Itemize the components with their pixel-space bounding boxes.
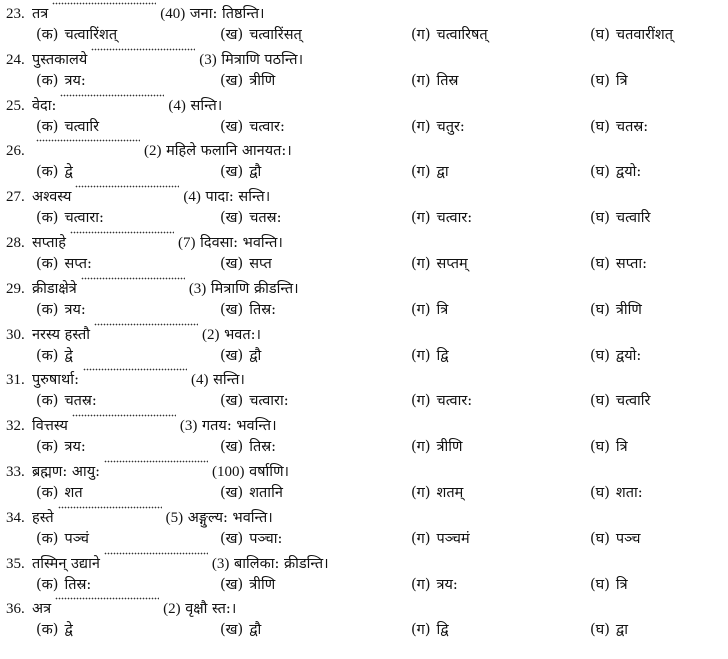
option-text: त्रि — [436, 301, 449, 318]
option-kha — [220, 116, 285, 138]
numeral-hint: (3) — [199, 51, 217, 68]
question-suffix: भवत:। — [224, 326, 262, 343]
question-line — [6, 460, 289, 482]
option-text: चत्वार: — [249, 118, 285, 135]
option-label: (ग) — [411, 118, 431, 135]
option-label: (घ) — [590, 530, 610, 547]
option-label: (ग) — [411, 164, 431, 181]
question-suffix: अङ्गुल्य: भवन्ति। — [187, 509, 273, 526]
options-row — [0, 161, 728, 183]
option-text: द्वि — [436, 347, 449, 364]
option-label: (घ) — [590, 484, 610, 501]
question-suffix: मित्राणि क्रीडन्ति। — [210, 280, 299, 297]
option-text: त्रय: — [64, 301, 86, 318]
option-text: पञ्चा: — [249, 530, 283, 547]
option-text: सप्ता: — [615, 255, 648, 272]
question-prefix: पुरुषार्था: — [32, 372, 79, 389]
option-gha — [590, 70, 628, 92]
option-gha — [590, 116, 648, 138]
option-kha — [220, 70, 275, 92]
option-label: (घ) — [590, 393, 610, 410]
option-ka — [36, 299, 86, 321]
option-text: चत्वारा: — [249, 393, 289, 410]
question-suffix: मित्राणि पठन्ति। — [221, 51, 304, 68]
option-label: (ख) — [220, 393, 244, 410]
option-label: (क) — [36, 622, 59, 639]
option-ga — [411, 70, 458, 92]
question-suffix: महिले फलानि आनयत:। — [166, 143, 292, 160]
option-label: (क) — [36, 164, 59, 181]
option-text: चतवारींशत् — [615, 27, 673, 43]
option-label: (ग) — [411, 530, 431, 547]
option-text: चत्वारिषत् — [436, 27, 488, 43]
option-label: (ग) — [411, 72, 431, 89]
question-number: 30. — [6, 326, 25, 343]
question-line — [6, 368, 245, 390]
option-text: पञ्च — [615, 530, 641, 547]
option-text: त्रीणि — [249, 576, 276, 593]
question-item — [0, 92, 728, 138]
numeral-hint: (2) — [163, 601, 181, 618]
option-label: (ग) — [411, 347, 431, 364]
question-suffix: सन्ति। — [190, 97, 223, 114]
question-prefix: क्रीडाक्षेत्रे — [32, 280, 77, 297]
options-row — [0, 390, 728, 412]
option-ka — [36, 619, 73, 641]
option-label: (ख) — [220, 164, 244, 181]
question-suffix: वर्षाणि। — [249, 463, 290, 480]
question-prefix: हस्ते — [32, 509, 54, 526]
options-row — [0, 70, 728, 92]
question-line — [6, 506, 273, 528]
option-gha — [590, 345, 641, 367]
question-line — [6, 597, 236, 619]
option-kha — [220, 619, 261, 641]
option-label: (घ) — [590, 118, 610, 135]
option-text: त्रीणि — [615, 301, 642, 318]
fill-in-blank — [52, 2, 156, 12]
question-item — [0, 458, 728, 504]
question-item — [0, 0, 728, 46]
option-label: (क) — [36, 530, 59, 547]
question-line — [6, 552, 329, 574]
option-label: (घ) — [590, 164, 610, 181]
option-text: चत्वार: — [436, 393, 473, 410]
option-ga — [411, 253, 468, 275]
option-text: तिस्र — [436, 72, 459, 89]
option-text: सप्त — [249, 255, 272, 272]
option-label: (क) — [36, 27, 59, 43]
option-label: (क) — [36, 301, 59, 318]
numeral-hint: (3) — [188, 280, 207, 297]
option-label: (घ) — [590, 622, 610, 639]
question-item — [0, 412, 728, 458]
option-text: चत्वारिंसत् — [249, 27, 302, 43]
option-label: (ख) — [220, 27, 244, 43]
option-gha — [590, 253, 647, 275]
question-number: 29. — [6, 280, 25, 297]
option-gha — [590, 207, 650, 229]
option-ka — [36, 207, 104, 229]
option-label: (ख) — [220, 484, 244, 501]
option-label: (ख) — [220, 210, 244, 227]
question-line — [6, 48, 303, 70]
options-row — [0, 207, 728, 229]
question-item — [0, 275, 728, 321]
options-row — [0, 482, 728, 504]
options-row — [0, 574, 728, 596]
question-line — [6, 231, 283, 253]
option-ka — [36, 253, 92, 275]
option-text: द्वा — [615, 622, 628, 639]
option-kha — [220, 253, 272, 275]
options-row — [0, 253, 728, 275]
option-text: त्रय: — [64, 439, 86, 456]
question-prefix: वेदा: — [32, 97, 57, 114]
option-label: (ख) — [220, 576, 244, 593]
option-kha — [220, 482, 283, 504]
option-text: त्रीणि — [249, 72, 276, 89]
question-item — [0, 595, 728, 641]
question-prefix: अत्र — [32, 601, 52, 618]
fill-in-blank — [104, 460, 208, 470]
option-text: त्रि — [615, 72, 628, 89]
option-kha — [220, 345, 261, 367]
question-item — [0, 321, 728, 367]
option-label: (ग) — [411, 210, 431, 227]
question-number: 24. — [6, 51, 25, 68]
fill-in-blank — [81, 277, 185, 287]
numeral-hint: (4) — [190, 372, 209, 389]
question-prefix: वित्तस्य — [32, 418, 68, 435]
question-item — [0, 366, 728, 412]
question-number: 31. — [6, 372, 25, 389]
question-item — [0, 46, 728, 92]
numeral-hint: (100) — [212, 463, 245, 480]
option-ga — [411, 345, 449, 367]
option-label: (ख) — [220, 72, 244, 89]
option-text: त्रय: — [436, 576, 458, 593]
option-ka — [36, 436, 86, 458]
question-prefix: ब्रह्मण: आयु: — [32, 463, 100, 480]
option-gha — [590, 390, 650, 412]
option-ga — [411, 390, 472, 412]
option-text: चत्वारा: — [64, 210, 104, 227]
question-line — [6, 277, 299, 299]
option-ga — [411, 574, 458, 596]
option-text: तिस्र: — [249, 301, 277, 318]
option-ga — [411, 528, 470, 550]
option-gha — [590, 299, 642, 321]
option-ka — [36, 24, 117, 46]
option-text: द्वौ — [249, 347, 262, 364]
option-text: द्वयो: — [615, 164, 642, 181]
option-ga — [411, 436, 462, 458]
numeral-hint: (4) — [183, 189, 201, 206]
question-suffix: सन्ति। — [213, 372, 245, 389]
option-label: (घ) — [590, 255, 610, 272]
option-text: शता: — [615, 484, 643, 501]
option-text: चतस्र: — [615, 118, 649, 135]
option-kha — [220, 24, 302, 46]
question-prefix: तस्मिन् उद्याने — [32, 555, 100, 572]
question-suffix: दिवसा: भवन्ति। — [200, 234, 283, 251]
option-text: त्रय: — [64, 72, 86, 89]
fill-in-blank — [70, 231, 174, 241]
option-ka — [36, 390, 97, 412]
options-row — [0, 345, 728, 367]
option-label: (घ) — [590, 439, 610, 456]
option-label: (ग) — [411, 255, 431, 272]
fill-in-blank — [94, 323, 198, 333]
option-text: चत्वारिंशत् — [64, 27, 118, 43]
option-text: चतुर: — [436, 118, 465, 135]
question-item — [0, 137, 728, 183]
option-gha — [590, 619, 628, 641]
option-label: (ख) — [220, 255, 244, 272]
option-label: (क) — [36, 118, 59, 135]
option-ga — [411, 619, 449, 641]
options-row — [0, 24, 728, 46]
option-ga — [411, 24, 488, 46]
option-text: पञ्चमं — [436, 530, 470, 547]
option-gha — [590, 24, 673, 46]
option-label: (क) — [36, 393, 59, 410]
option-label: (ग) — [411, 439, 431, 456]
question-item — [0, 550, 728, 596]
question-line — [6, 185, 270, 207]
question-number: 27. — [6, 189, 25, 206]
option-ga — [411, 116, 465, 138]
option-label: (घ) — [590, 27, 610, 43]
option-kha — [220, 436, 276, 458]
question-line — [6, 414, 277, 436]
option-text: चत्वारि — [615, 210, 651, 227]
option-text: सप्त: — [64, 255, 92, 272]
option-label: (ग) — [411, 27, 431, 43]
question-suffix: पादा: सन्ति। — [205, 189, 271, 206]
numeral-hint: (2) — [202, 326, 220, 343]
option-text: द्वे — [64, 347, 73, 364]
option-ka — [36, 116, 99, 138]
question-suffix: बालिका: क्रीडन्ति। — [233, 555, 329, 572]
option-ga — [411, 299, 448, 321]
question-number: 23. — [6, 6, 25, 22]
fill-in-blank — [72, 414, 176, 424]
options-row — [0, 619, 728, 641]
question-number: 28. — [6, 234, 25, 251]
option-gha — [590, 161, 641, 183]
option-text: शत — [64, 484, 83, 501]
option-label: (क) — [36, 255, 59, 272]
question-number: 33. — [6, 463, 25, 480]
option-text: द्वयो: — [615, 347, 642, 364]
option-text: चत्वारि — [615, 393, 651, 410]
option-ga — [411, 482, 463, 504]
option-text: द्वे — [64, 164, 73, 181]
option-label: (क) — [36, 210, 59, 227]
option-label: (ग) — [411, 301, 431, 318]
option-label: (क) — [36, 484, 59, 501]
fill-in-blank — [75, 185, 179, 195]
question-line — [6, 139, 292, 161]
numeral-hint: (5) — [165, 509, 184, 526]
option-label: (घ) — [590, 210, 610, 227]
option-text: तिस्र: — [249, 439, 277, 456]
option-label: (घ) — [590, 576, 610, 593]
option-gha — [590, 528, 640, 550]
numeral-hint: (40) — [160, 6, 186, 22]
numeral-hint: (2) — [144, 143, 162, 160]
options-row — [0, 528, 728, 550]
option-label: (ख) — [220, 622, 244, 639]
option-label: (ख) — [220, 439, 244, 456]
option-label: (ख) — [220, 118, 244, 135]
option-text: त्रि — [615, 439, 628, 456]
option-kha — [220, 207, 282, 229]
option-label: (ग) — [411, 622, 431, 639]
question-line — [6, 94, 222, 116]
option-ka — [36, 482, 83, 504]
option-text: द्वे — [64, 622, 73, 639]
option-text: चत्वारि — [64, 118, 100, 135]
option-gha — [590, 574, 628, 596]
option-ga — [411, 161, 449, 183]
question-number: 34. — [6, 509, 25, 526]
option-text: पञ्चं — [64, 530, 89, 547]
question-prefix: नरस्य हस्तौ — [32, 326, 90, 343]
option-text: चतस्र: — [249, 210, 282, 227]
question-number: 36. — [6, 601, 25, 618]
option-ka — [36, 161, 73, 183]
fill-in-blank — [91, 48, 195, 58]
option-text: चतस्र: — [64, 393, 97, 410]
fill-in-blank — [104, 552, 208, 562]
option-label: (क) — [36, 576, 59, 593]
question-suffix: वृक्षौ स्त:। — [185, 601, 237, 618]
option-text: द्वौ — [249, 164, 262, 181]
fill-in-blank — [58, 506, 162, 516]
option-ga — [411, 207, 472, 229]
option-text: द्वौ — [249, 622, 262, 639]
options-row — [0, 436, 728, 458]
option-text: द्वि — [436, 622, 449, 639]
option-ka — [36, 528, 89, 550]
option-kha — [220, 161, 261, 183]
option-label: (ख) — [220, 301, 244, 318]
question-suffix: जना: तिष्ठन्ति। — [189, 6, 265, 22]
option-text: तिस्र: — [64, 576, 92, 593]
option-text: शतम् — [436, 484, 464, 501]
option-label: (घ) — [590, 301, 610, 318]
option-kha — [220, 528, 282, 550]
question-item — [0, 183, 728, 229]
option-label: (ग) — [411, 484, 431, 501]
question-prefix: अश्वस्य — [32, 189, 72, 206]
option-text: त्रि — [615, 576, 628, 593]
question-number: 35. — [6, 555, 25, 572]
option-ka — [36, 574, 91, 596]
option-label: (क) — [36, 347, 59, 364]
option-ka — [36, 70, 86, 92]
option-gha — [590, 482, 643, 504]
question-suffix: गतय: भवन्ति। — [202, 418, 277, 435]
fill-in-blank — [55, 597, 159, 607]
fill-in-blank — [36, 139, 140, 149]
question-number: 26. — [6, 143, 25, 160]
option-kha — [220, 299, 276, 321]
option-label: (ख) — [220, 530, 244, 547]
numeral-hint: (3) — [179, 418, 198, 435]
option-ka — [36, 345, 73, 367]
question-number: 32. — [6, 418, 25, 435]
options-row — [0, 299, 728, 321]
fill-in-blank — [83, 368, 187, 378]
option-label: (क) — [36, 439, 59, 456]
numeral-hint: (3) — [211, 555, 230, 572]
option-label: (घ) — [590, 72, 610, 89]
option-text: चत्वार: — [436, 210, 473, 227]
option-label: (ग) — [411, 393, 431, 410]
question-prefix: पुस्तकालये — [32, 51, 88, 68]
numeral-hint: (7) — [178, 234, 196, 251]
option-label: (घ) — [590, 347, 610, 364]
question-line — [6, 2, 265, 24]
option-text: त्रीणि — [436, 439, 463, 456]
question-item — [0, 504, 728, 550]
option-kha — [220, 574, 275, 596]
question-item — [0, 229, 728, 275]
option-label: (ख) — [220, 347, 244, 364]
option-text: शतानि — [249, 484, 283, 501]
option-gha — [590, 436, 628, 458]
question-number: 25. — [6, 97, 25, 114]
question-prefix: सप्ताहे — [32, 234, 66, 251]
option-label: (ग) — [411, 576, 431, 593]
option-kha — [220, 390, 289, 412]
options-row — [0, 116, 728, 138]
fill-in-blank — [60, 94, 164, 104]
question-line — [6, 323, 261, 345]
numeral-hint: (4) — [168, 97, 186, 114]
option-text: द्वा — [436, 164, 449, 181]
question-prefix: तत्र — [32, 6, 49, 22]
option-text: सप्तम् — [436, 255, 468, 272]
option-label: (क) — [36, 72, 59, 89]
